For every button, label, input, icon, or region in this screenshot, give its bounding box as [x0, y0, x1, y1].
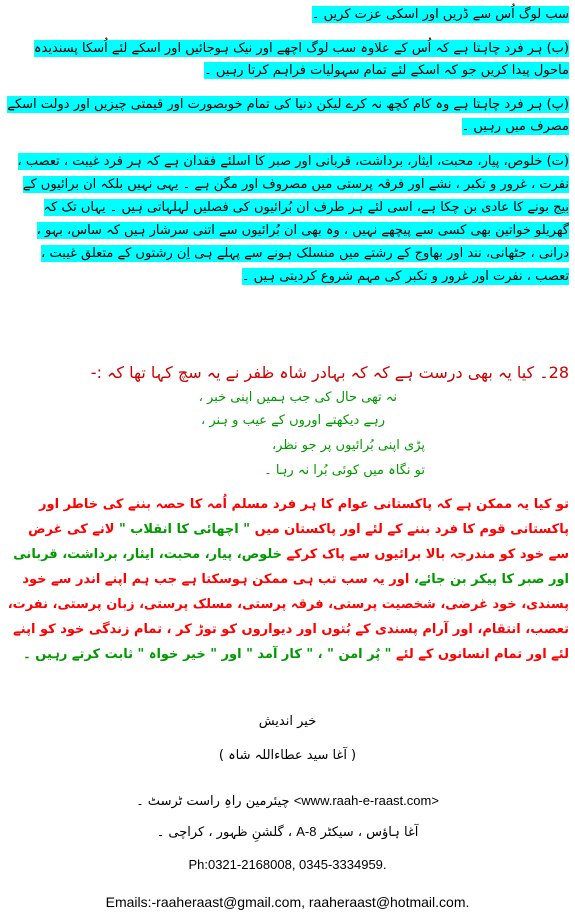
- organization-line: [0, 792, 575, 811]
- address-sector: 8-A: [296, 824, 317, 839]
- question-number: 28: [548, 363, 569, 382]
- main-paragraph-green-virtues: خلوص، پیار، محبت، ایثار، برداشت، قربانی اور صبر کا پیکر بن جائے،: [13, 547, 569, 587]
- main-paragraph: [6, 492, 569, 667]
- poem-line-2: رہے دیکھتے اوروں کے عیب و ہنر ،: [201, 413, 385, 428]
- poem-line-1: نہ تھی حال کی جب ہمیں اپنی خبر ،: [198, 390, 397, 405]
- paragraph-t: [6, 150, 569, 288]
- paragraph-t-label: (ت): [546, 154, 569, 169]
- closing: خیر اندیش: [258, 714, 317, 729]
- question-heading: [6, 360, 569, 386]
- paragraph-p: [6, 94, 569, 137]
- paragraph-b-label: (ب): [546, 41, 569, 56]
- paragraph-p-text: ہر فرد چاہتا ہے وہ کام کچھ نہ کرے لیکن دنیا کی تمام خوبصورت اور قیمتی چیزیں اور دولت اسکے مصرف میں رہیں ۔: [7, 97, 569, 134]
- main-paragraph-green-phrase: " اچھائی کا انقلاب ": [119, 522, 251, 537]
- main-paragraph-part3: اور یہ سب تب ہی ممکن ہوسکتا ہے جب ہم اپنے اندر سے خود پسندی، خود غرضی، شخصیت پرستی، فرقہ پرستی، مسلک پرستی، زبان پرستی، نفرت، تعصب، انتقام، اور آرام پسندی کے بُتوں اور دیواروں کو توڑ کر ، تمام زندگی خود کو اپنے لئے اور تمام انسانوں کے لئے: [7, 572, 569, 662]
- organization-name: چیئرمین راہِ راست ٹرسٹ ۔: [136, 794, 290, 809]
- address-line: [0, 823, 575, 842]
- intro-line: سب لوگ اُس سے ڈریں اور اسکی عزت کریں ۔: [311, 7, 569, 22]
- paragraph-b: [6, 38, 569, 81]
- email-line: Emails:-raaheraast@gmail.com, raaheraast@hotmail.com.: [105, 894, 470, 910]
- paragraph-p-label: (پ): [546, 97, 569, 112]
- poem-line-4: تو نگاہ میں کوئی بُرا نہ رہا ۔: [264, 463, 425, 478]
- address-part1: آغا ہاؤس ، سیکٹر: [320, 825, 419, 840]
- address-part2: ، گلشنِ ظہور ، کراچی ۔: [156, 825, 293, 840]
- question-text: ۔ کیا یہ بھی درست ہے کہ کہ بہادر شاہ ظفر نے یہ سچ کہا تھا کہ :-: [90, 363, 549, 382]
- organization-website: <www.raah-e-raast.com>: [293, 793, 439, 808]
- main-paragraph-green-end: " پُر امن " ، " کار آمد " اور " خیر خواہ " ثابت کرتے رہیں ۔: [23, 647, 392, 662]
- signature: ( آغا سید عطاءاللہ شاہ ): [218, 748, 357, 763]
- paragraph-t-text: خلوص، پیار، محبت، ایثار، برداشت، قربانی اور صبر کا اسلئے فقدان ہے کہ ہر فرد غیبت ، تعصب ، نفرت ، غرور و تکبر ، نشے اور فرقہ پرستی میں مصروف اور مگن ہے ۔ یہی نہیں بلکہ ان برائیوں کے بیج بونے کا عادی بن چکا ہے، اسی لئے ہر طرف ان بُرائیوں کی فصلیں لہلہاتی ہیں ۔ یہاں تک کہ گھریلو خواتین بھی کسی سے پیچھے نہیں ، وہ بھی ان بُرائیوں سے اتنی سرشار ہیں کہ ساس، بہو ، درانی ، جٹھانی، نند اور بھاوج کے رشتے میں منسلک ہونے سے پہلے ہی اِن رشتوں کے متعلق غیبت ، تعصب ، نفرت اور غرور و تکبر کی مہم شروع کردیتی ہیں ۔: [17, 154, 569, 284]
- main-paragraph-part2: لانے کی غرض سے خود کو مندرجہ بالا برائیوں سے پاک کرکے: [28, 522, 569, 562]
- poem-line-3: پڑی اپنی بُرائیوں پر جو نظر،: [271, 438, 425, 453]
- main-paragraph-part1: تو کیا یہ ممکن ہے کہ پاکستانی عوام کا ہر فرد مسلم اُمہ کا حصہ بننے کی خاطر اور پاکستانی قوم کا فرد بننے کے لئے اور پاکستان میں: [39, 497, 569, 537]
- phone-line: Ph:0321-2168008, 0345-3334959.: [188, 857, 387, 872]
- paragraph-b-text: ہر فرد چاہتا ہے کہ اُس کے علاوہ سب لوگ اچھے اور نیک ہوجائیں اور اسکے لئے اُسکا پسندیدہ ماحول پیدا کریں جو کہ اسکے لئے تمام سہولیات فراہم کرتا رہیں ۔: [33, 41, 569, 78]
